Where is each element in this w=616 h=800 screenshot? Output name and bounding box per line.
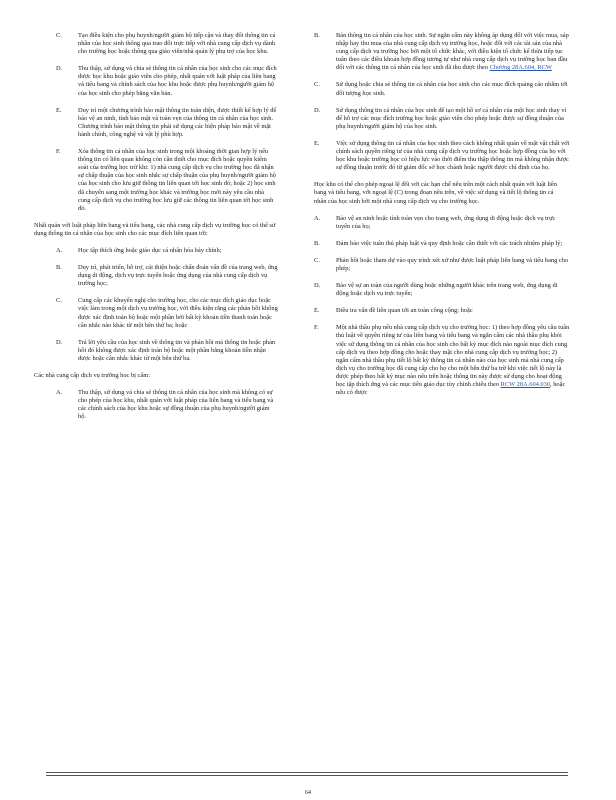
list-item	[34, 107, 286, 139]
list-item-text: Thu thập, sử dụng và chia sẻ thông tin cá nhân của học sinh mà không có sự cho phép của học khu, nhất quán với luật pháp của liên bang và tiểu bang và các chính sách của học khu hoặc sự đồng thuận của phụ huynh/người giám hộ.	[78, 389, 274, 421]
list-item-text: Điều tra vấn đề liên quan tới an toàn công cộng; hoặc	[336, 307, 473, 315]
left-top-list	[34, 32, 286, 213]
list-item	[314, 215, 570, 231]
list-item-text: Bảo vệ sự an toàn của người dùng hoặc những người khác trên trang web, ứng dụng di động hoặc dịch vụ trực tuyến;	[336, 282, 558, 298]
page-number: 64	[305, 790, 311, 796]
list-item-text: Việc sử dụng thông tin cá nhân của học sinh theo cách không nhất quán về mặt vật chất với chính sách quyền riêng tư của nhà cung cấp dịch vụ trường học hoặc hợp đồng của họ với học khu hoặc trường học có hiệu lực vào thời điểm thu thập thông tin mà không nhận được sự đồng thuận trước đó từ giám đốc sở học chánh hoặc người được chỉ định của họ.	[336, 139, 570, 172]
list-item-letter: C.	[314, 81, 320, 89]
list-item	[34, 247, 286, 255]
list-item-letter: A.	[56, 246, 63, 254]
list-item-text: Học tập thích ứng hoặc giáo dục cá nhân hóa bảy chỉnh;	[78, 246, 222, 254]
footer-rule-bottom	[46, 775, 568, 776]
list-item-letter: C.	[56, 297, 62, 305]
right-bottom-list	[314, 215, 570, 398]
list-item	[34, 65, 286, 97]
list-item	[34, 297, 286, 329]
rcw-chapter-link[interactable]: Chương 28A.604, RCW	[489, 64, 552, 72]
right-column	[314, 32, 570, 406]
list-item-text: Bán thông tin cá nhân của học sinh. Sự ngăn cấm này không áp dụng đối với việc mua, sáp nhập hay thu mua của nhà cung cấp dịch vụ trường học, hoặc đối với các tài sản của nhà cung cấp dịch vụ trường học bởi một tổ chức khác, với điều kiện tổ chức kế thừa tiếp tục tuân theo các điều khoản hợp đồng tương tự như nhà cung cấp dịch vụ trường học ban đầu đối với các thông tin cá nhân của học sinh đã thu được theo	[336, 32, 569, 72]
list-item-text: Thu thập, sử dụng và chia sẻ thông tin cá nhân của học sinh cho các mục đích được học khu hoặc giáo viên cho phép, nhất quán với luật pháp của liên bang và tiểu bang và chính sách của học khu hoặc được phụ huynh/người giám hộ của học sinh cho phép bằng văn bản.	[78, 65, 277, 97]
list-item	[34, 264, 286, 288]
list-item-letter: A.	[314, 214, 321, 222]
list-item-text: Duy trì, phát triển, hỗ trợ, cải thiện hoặc chẩn đoán vấn đề của trang web, ứng dụng di động, dịch vụ trực tuyến hoặc ứng dụng của nhà cung cấp dịch vụ trường học;	[78, 264, 278, 288]
list-item	[314, 282, 570, 298]
list-item-letter: C.	[56, 32, 62, 39]
list-item	[314, 324, 570, 397]
list-item-letter: C.	[314, 256, 320, 264]
list-item	[314, 240, 570, 248]
list-item-letter: D.	[314, 106, 321, 114]
list-item-letter: E.	[56, 106, 62, 114]
list-item-letter: B.	[56, 264, 62, 272]
rcw-section-link[interactable]: RCW 28A.604.030	[500, 381, 551, 388]
list-item-letter: F.	[314, 324, 319, 332]
list-item-letter: D.	[314, 282, 321, 290]
list-item-text: Duy trì một chương trình bảo mật thông tin toàn diện, được thiết kế hợp lý để bảo vệ an ninh, tính bảo mật và toàn vẹn của thông tin cá nhân của học sinh. Chương trình bảo mật thông tin phải sử dụng các biện pháp bảo mật về mặt hành chính, công nghệ và vật lý phù hợp.	[78, 106, 277, 138]
list-item	[34, 32, 286, 56]
list-item	[314, 140, 570, 172]
list-item	[34, 389, 286, 421]
list-item-letter: A.	[56, 389, 63, 397]
list-item	[314, 81, 570, 97]
right-top-list	[314, 32, 570, 172]
list-item-text: Một nhà thầu phụ nếu nhà cung cấp dịch vụ cho trường học: 1) theo hợp đồng yêu cầu tuân thủ luật về quyền riêng tư của liên bang và tiểu bang và ngăn cấm các nhà thầu phụ khỏi việc sử dụng thông tin cá nhân của học sinh cho bất kỳ mục đích nào ngoài mục đích cung cấp dịch vụ theo hợp đồng cho hoặc thay mặt cho nhà cung cấp dịch vụ trường học; 2) ngăn cấm nhà thầu phụ tiết lộ bất kỳ thông tin cá nhân nào của học sinh mà nhà cung cấp dịch vụ cho trường học đã cung cấp cho họ cho một bên thứ ba trừ khi việc tiết lộ này là được phép theo bất kỳ mục nào nêu trên hoặc thông tin này được sử dụng cho hoạt động học tập thích ứng và các mục tiêu giáo dục tùy chỉnh chiểu theo	[336, 324, 570, 388]
list-item	[34, 148, 286, 213]
list-item-text: Cung cấp các khuyến nghị cho trường học, cho các mục đích giáo dục hoặc việc làm trong một dịch vụ trường học, với điều kiện rằng các phản hồi không được xác định toàn bộ hoặc một phần bởi bất kỳ khoản tiền thanh toán hoặc cân nhắc nào khác từ một bên thứ ba; hoặc	[78, 297, 278, 329]
list-item	[314, 32, 570, 72]
list-item-text: Trả lời yêu cầu của học sinh về thông tin và phản hồi mà thông tin hoặc phản hồi đó không được xác định toàn bộ hoặc một phần bằng khoản tiền nhận được hoặc cân nhắc khác từ một bên thứ ba.	[78, 338, 276, 362]
list-item	[314, 107, 570, 131]
list-item-letter: B.	[314, 32, 320, 39]
list-item-text: Tạo điều kiện cho phụ huynh/người giám hộ tiếp cận và thay đổi thông tin cá nhân của học sinh thông qua trao đổi trực tiếp với nhà cung cấp dịch vụ dành cho trường học hoặc thông qua giáo viên/nhà quản lý phụ trợ của học khu.	[78, 32, 276, 56]
list-item-text-tail: , hoặc nếu có được	[336, 381, 566, 397]
paragraph-exceptions: Học khu có thể cho phép ngoại lệ đối với các hạn chế nêu trên một cách nhất quán với luật liên bang và tiểu bang, với ngoại lệ (C) trong đoạn nêu trên, về việc sử dụng và tiết lộ thông tin cá nhân của học sinh bởi một nhà cung cấp dịch vụ cho trường học.	[314, 181, 557, 205]
left-mid-list	[34, 247, 286, 363]
left-bottom-list	[34, 389, 286, 421]
list-item-text: Phản hồi hoặc tham dự vào quy trình xét xử như được luật pháp liên bang và tiểu bang cho phép;	[336, 256, 569, 272]
footer-rule-top	[46, 772, 568, 773]
list-item-letter: D.	[56, 338, 63, 346]
list-item-letter: D.	[56, 65, 63, 73]
list-item-letter: E.	[314, 307, 320, 315]
list-item-text: Bảo vệ an ninh hoặc tính toàn vẹn cho trang web, ứng dụng di động hoặc dịch vụ trực tuyến của họ;	[336, 214, 556, 230]
list-item-text: Sử dụng thông tin cá nhân của học sinh để tạo một hồ sơ cá nhân của một học sinh thay vì để hỗ trợ các mục đích trường học hoặc giáo viên cho phép hoặc được sự đồng thuận của phụ huynh/người giám hộ của học sinh.	[336, 106, 567, 130]
list-item-letter: B.	[314, 239, 320, 247]
list-item-letter: F.	[56, 148, 61, 156]
list-item	[314, 307, 570, 315]
list-item	[314, 257, 570, 273]
list-item-text: Đảm bảo việc tuân thủ pháp luật và quy định hoặc cần thiết với các trách nhiệm pháp lý;	[336, 239, 563, 247]
list-item-text: Sử dụng hoặc chia sẻ thông tin cá nhân của học sinh cho các mục đích quảng cáo nhắm tới đối tượng học sinh.	[336, 81, 568, 97]
paragraph-permitted-uses: Nhất quán với luật pháp liên bang và tiểu bang, các nhà cung cấp dịch vụ trường học có thể sử dụng thông tin cá nhân của học sinh cho các mục đích liên quan tới:	[34, 221, 276, 237]
paragraph-prohibited: Các nhà cung cấp dịch vụ trường học bị cấm:	[34, 372, 150, 379]
list-item	[34, 339, 286, 363]
left-column	[34, 32, 286, 430]
list-item-text: Xóa thông tin cá nhân của học sinh trong một khoảng thời gian hợp lý nếu thông tin có liên quan không còn cần thiết cho mục đích hoặc quyền kiểm soát của trường học trừ khi: 1) nhà cung cấp dịch vụ cho trường học đã nhận sự chấp thuận của học sinh nhắc sự chấp thuận của phụ huynh/người giám hộ của học sinh cho lưu giữ thông tin liên quan tới học sinh đó; hoặc 2) học sinh đã chuyển sang một trường học khác và trường học mới này yêu cầu nhà cung cấp dịch vụ cho trường học lưu giữ các thông tin liên quan tới học sinh đó.	[78, 148, 276, 212]
list-item-text-with-link	[336, 324, 570, 397]
list-item-letter: E.	[314, 139, 320, 147]
list-item-text-with-link	[336, 32, 570, 72]
